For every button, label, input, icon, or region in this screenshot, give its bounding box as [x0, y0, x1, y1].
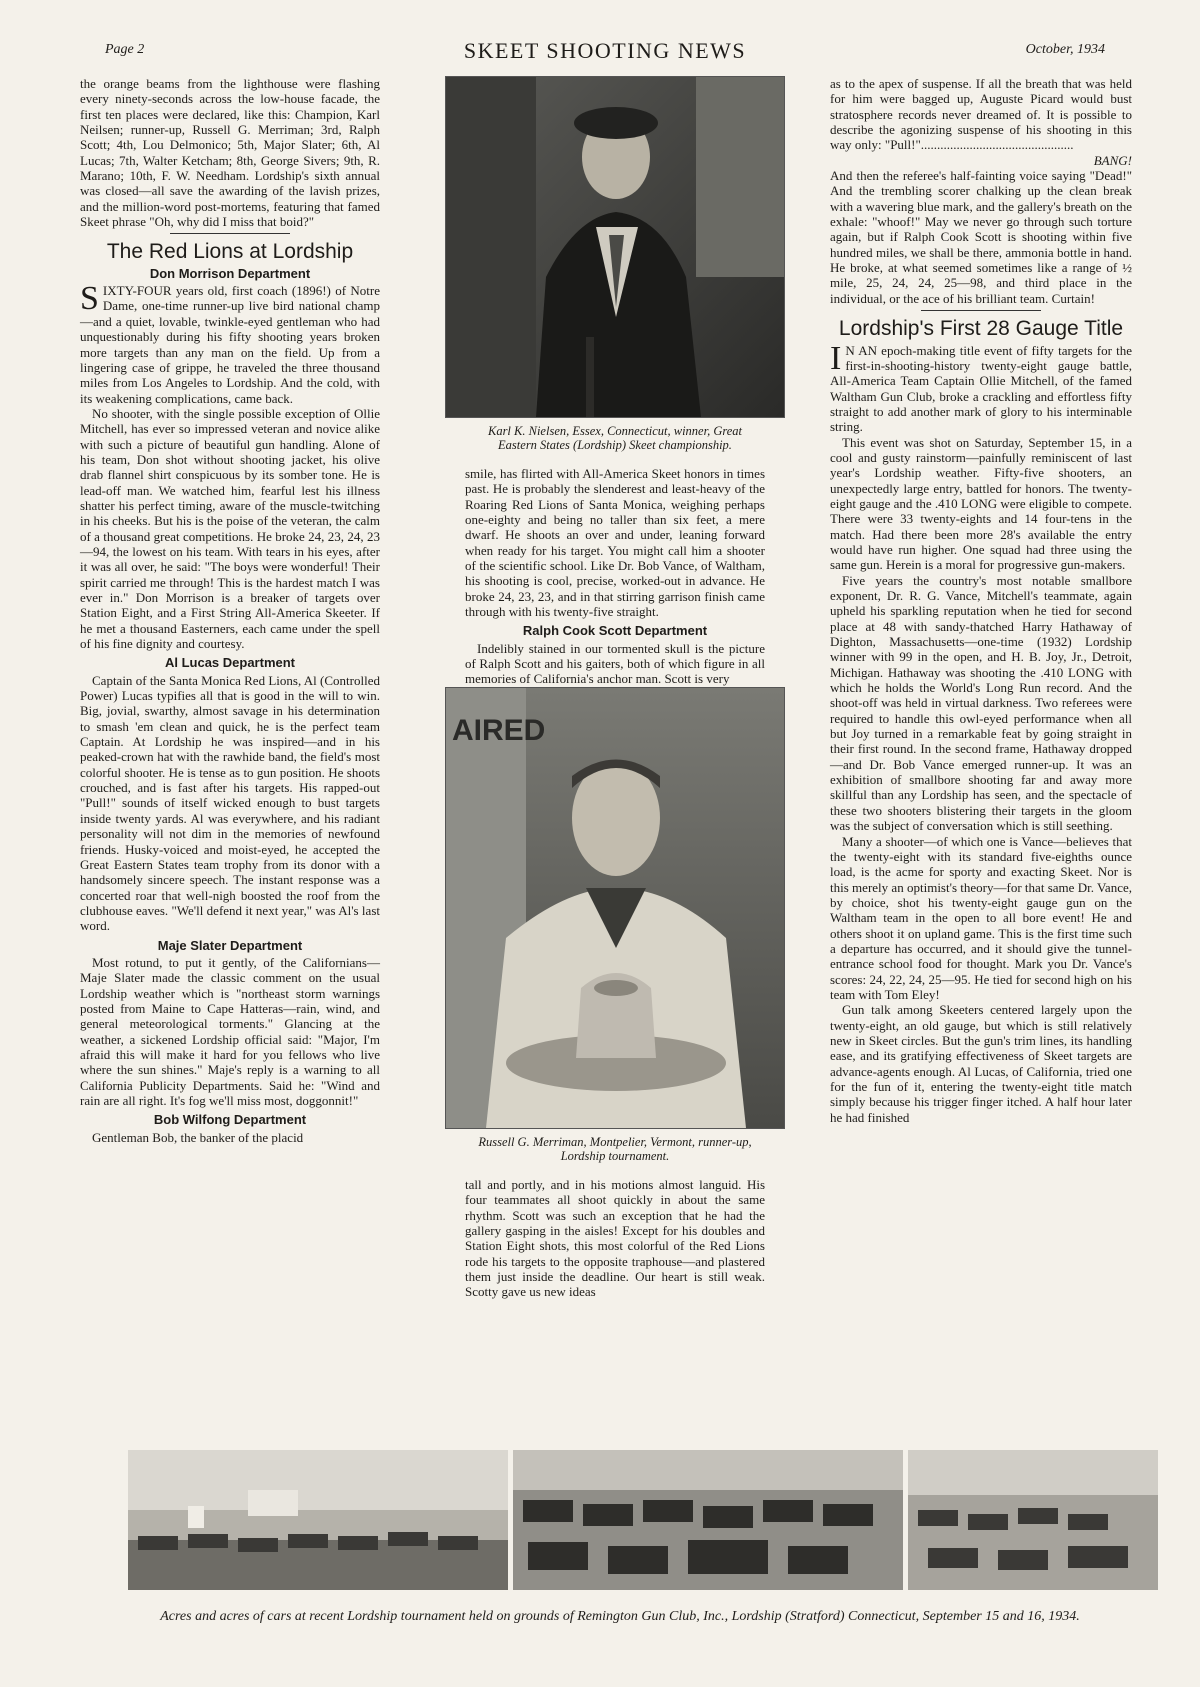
photo-parking-lot-banner: [128, 1450, 1158, 1590]
paragraph: This event was shot on Saturday, September 15, in a cool and gusty rainstorm—painfully reminiscent of last year's Lordship weather. Fifty-five shooters, an unexpectedly large entry, battled for honors. The twenty-eight gauge and the .410 LONG were eligible to compete. There were 33 twenty-eights and 14 four-tens in the match. Had there been more 28's available the entry would have run higher. One squad had three using the same gun. Herein is a moral for progressive gun-makers.: [830, 434, 1132, 573]
drop-cap: S: [80, 280, 99, 318]
paragraph: I N AN epoch-making title event of fifty targets for the first-in-shooting-history twenty-eight gauge battle, All-America Team Captain Ollie Mitchell, of the famed Waltham Gun Club, broke a crackling and effortless fifty straight to add another mark of glory to his interminable string.: [830, 339, 1132, 435]
paragraph: Indelibly stained in our tormented skull is the picture of Ralph Scott and his gaiters, both of which figure in all memories of California's anchor man. Scott is very: [465, 640, 765, 687]
banner-caption: Acres and acres of cars at recent Lordship tournament held on grounds of Remington Gun Club, Inc., Lordship (Stratford) Connecticut, September 15 and 16, 1934.: [160, 1609, 1080, 1624]
paragraph: SIXTY-FOUR years old, first coach (1896!) of Notre Dame, one-time runner-up live bird national champ—and a quiet, lovable, twinkle-eyed gentleman who had unquestionably during his fifty shooting years broken more targets than any man on the field. Up from a lingering case of grippe, he traveled the three thousand miles from Los Angeles to Lordship. And the cold, with its weakening complications, came back.: [80, 280, 380, 406]
divider: [921, 310, 1041, 311]
paragraph: Gun talk among Skeeters centered largely upon the twenty-eight, an old gauge, but which is still relatively new in Skeet circles. But the gun's trim lines, its handling ease, and its gratifying effectiveness of Skeet targets are advance-agents enough. Al Lucas, of California, tried one for the fun of it, entering the twenty-eight title match simply because his trigger finger itched. A half hour later he had finished: [830, 1002, 1132, 1125]
paragraph: Five years the country's most notable smallbore exponent, Dr. R. G. Vance, Mitchell's teammate, again upheld his sparkling reputation when he tied for second place at 48 with sandy-thatched Harry Hathaway of Dighton, Massachusetts—one-time (1932) Lordship winner with 99 in the open, and H. B. Joy, Jr., Detroit, Michigan. Hathaway was shooting the .410 LONG with which he holds the World's Long Run record. And the shoot-off was held in virtual darkness. Two referees were required to handle this owl-eyed performance when all but Joy turned in a remarkable feat by going straight in their first round. In the second frame, Hathaway dropped—and Dr. Bob Vance emerged runner-up. It was an exhibition of smallbore shooting far and away more skillful than any Lordship has seen, and the spectacle of these two shooters blistering their targets in the gloom was the subject of conversation which is still seething.: [830, 572, 1132, 834]
column-1: [80, 76, 380, 1381]
sign-text: AIRED: [452, 713, 546, 747]
article-headline-red-lions: The Red Lions at Lordship: [106, 240, 354, 264]
masthead: SKEET SHOOTING NEWS: [463, 38, 747, 63]
dept-heading-lucas: Al Lucas Department: [164, 655, 296, 671]
drop-cap: I: [830, 339, 842, 377]
paragraph: No shooter, with the single possible exception of Ollie Mitchell, has ever so impressed veteran and novice alike with such a picture of beautiful gun handling. Alone of his team, Don shot without shooting jacket, his olive drab flannel shirt conspicuous by its somber tone. He is lead-off man. We watched him, fearful lest his illness shatter his perfect timing, aware of the muscle-twitching in his cheeks. But his is the poise of the veteran, the calm of a thousand great competitions. He broke 24, 23, 24, 23—94, the lowest on his team. With tears in his eyes, after it was all over, he said: "The boys were wonderful! Their spirit carried me through! This is the hardest match I was ever in." Don Morrison is a breaker of targets over Station Eight, and a First String All-America Skeeter. If he met a thousand Easterners, each came under the spell of his fine dignity and courtesy.: [80, 405, 380, 652]
dept-heading-wilfong: Bob Wilfong Department: [153, 1112, 307, 1128]
bang-line: BANG!: [1093, 152, 1132, 168]
column-2: [452, 76, 765, 1381]
photo-russell-merriman: [445, 687, 785, 1129]
photo-caption-1: Karl K. Nielsen, Essex, Connecticut, winner, Great Eastern States (Lordship) Skeet championship.: [487, 424, 743, 452]
paragraph: tall and portly, and in his motions almost languid. His four teammates all shoot quickly in about the same rhythm. Scott was such an exception that he had the gallery gasping in the aisles! Except for his doubles and Station Eight shots, this most colorful of the Red Lions rode his targets to the opposite traphouse—and plastered them just inside the deadline. Our heart is still weak. Scotty gave us new ideas: [465, 1176, 765, 1300]
photo-karl-nielsen: [445, 76, 785, 418]
paragraph: And then the referee's half-fainting voice saying "Dead!" And the trembling scorer chalking up the clean break with a wavering blue mark, and the gallery's breath on the exhale: "whoof!" May we never go through such torture again, but if Ralph Cook Scott is shooting within five hundred miles, we shall be there, ammonia bottle in hand. He broke, at what seemed sometimes like a range of ½ mile, 25, 24, 24, 25—98, and third place in the individual, or the ace of his brilliant team. Curtain!: [830, 168, 1132, 306]
paragraph: smile, has flirted with All-America Skeet honors in times past. He is probably the slenderest and least-heavy of the Roaring Red Lions of Santa Monica, weighing perhaps one-eighty and being no taller than six feet, a mere dwarf. He shoots an over and under, leaning forward when ready for his target. You might call him a shooter of the scientific school. Like Dr. Bob Vance, of Waltham, his shooting is cool, precise, worked-out in advance. He broke 24, 23, 23, and in that stirring garrison finish came through with his twenty-five straight.: [465, 466, 765, 620]
dept-heading-morrison: Don Morrison Department: [149, 265, 311, 281]
divider: [170, 233, 290, 234]
page-number: Page 2: [105, 42, 145, 57]
article-headline-28-gauge: Lordship's First 28 Gauge Title: [838, 317, 1124, 341]
column-3: [830, 76, 1132, 1381]
paragraph: Many a shooter—of which one is Vance—believes that the twenty-eight with its standard five-eighths ounce load, is the acme for sporty and exacting Skeet. Nor is this merely an optimist's theory—for that same Dr. Vance, by choice, shot his twenty-eight gauge gun on the Waltham team in the open to all bore event! He and others shoot it on upland game. This is the first time such a departure has occurred, and it should give the tunnel-entrance school food for thought. Mark you Dr. Vance's scores: 24, 22, 24, 25—95. He tied for second high on his team with Tom Eley!: [830, 833, 1132, 1002]
paragraph: as to the apex of suspense. If all the breath that was held for him were bagged up, Auguste Picard would bust stratosphere records never dreamed of. It is possible to describe the agonizing suspense of his shooting in this way only: "Pull!"...............................................: [830, 76, 1132, 153]
paragraph: Most rotund, to put it gently, of the Californians—Maje Slater made the classic comment on the usual Lordship weather which is "northeast storm warnings posted from Maine to Cape Hatteras—rain, wind, and general meteorological torments." Glancing at the weather, a sickened Lordship official said: "Major, I'm afraid this will make it hard for you fellows who live where the sun shines." Maje's reply is a warning to all California Publicity Departments. Said he: "Wind and rain are all right. It's fog we'll miss most, doggonnit!": [80, 954, 380, 1108]
page-header: [105, 38, 1105, 68]
paragraph: Gentleman Bob, the banker of the placid: [92, 1129, 304, 1145]
issue-date: October, 1934: [1025, 42, 1105, 57]
paragraph: Captain of the Santa Monica Red Lions, Al (Controlled Power) Lucas typifies all that is good in the will to win. Big, jovial, swarthy, almost savage in his determination to smash 'em clean and quick, he is the perfect team Captain. At Lordship he was inspired—and in his peaked-crown hat with the rawhide band, the field's most colorful shooter. He is tense as to gun position. He shoots crouched, and is fast after his targets. His rapped-out "Pull!" sounds of itself wicked enough to bust targets inside twenty yards. Al was everywhere, and his radiant personality will not dim in the memories of newfound friends. Husky-voiced and moist-eyed, he accepted the Great Eastern States team trophy from its donor with a handsomely sincere speech. The instant response was a concerted roar that well-nigh boosted the roof from the clubhouse eaves. "We'll defend it next year," was Al's last word.: [80, 672, 380, 934]
dept-heading-scott: Ralph Cook Scott Department: [522, 623, 708, 639]
intro-paragraph: the orange beams from the lighthouse were flashing every ninety-seconds across the low-house facade, the first ten places were declared, like this: Champion, Karl Neilsen; runner-up, Russell G. Merriman; 3rd, Ralph Scott; 4th, Lou Delmonico; 5th, Major Slater; 6th, Al Lucas; 7th, Walter Ketcham; 8th, George Sivers; 9th, R. Marano; 10th, F. W. Needham. Lordship's sixth annual was closed—all save the awarding of the lavish prizes, and the million-word post-mortems, featuring that famed Skeet phrase "Oh, why did I miss that boid?": [80, 76, 380, 230]
dept-heading-slater: Maje Slater Department: [157, 937, 303, 953]
photo-caption-2: Russell G. Merriman, Montpelier, Vermont, runner-up, Lordship tournament.: [478, 1134, 752, 1163]
